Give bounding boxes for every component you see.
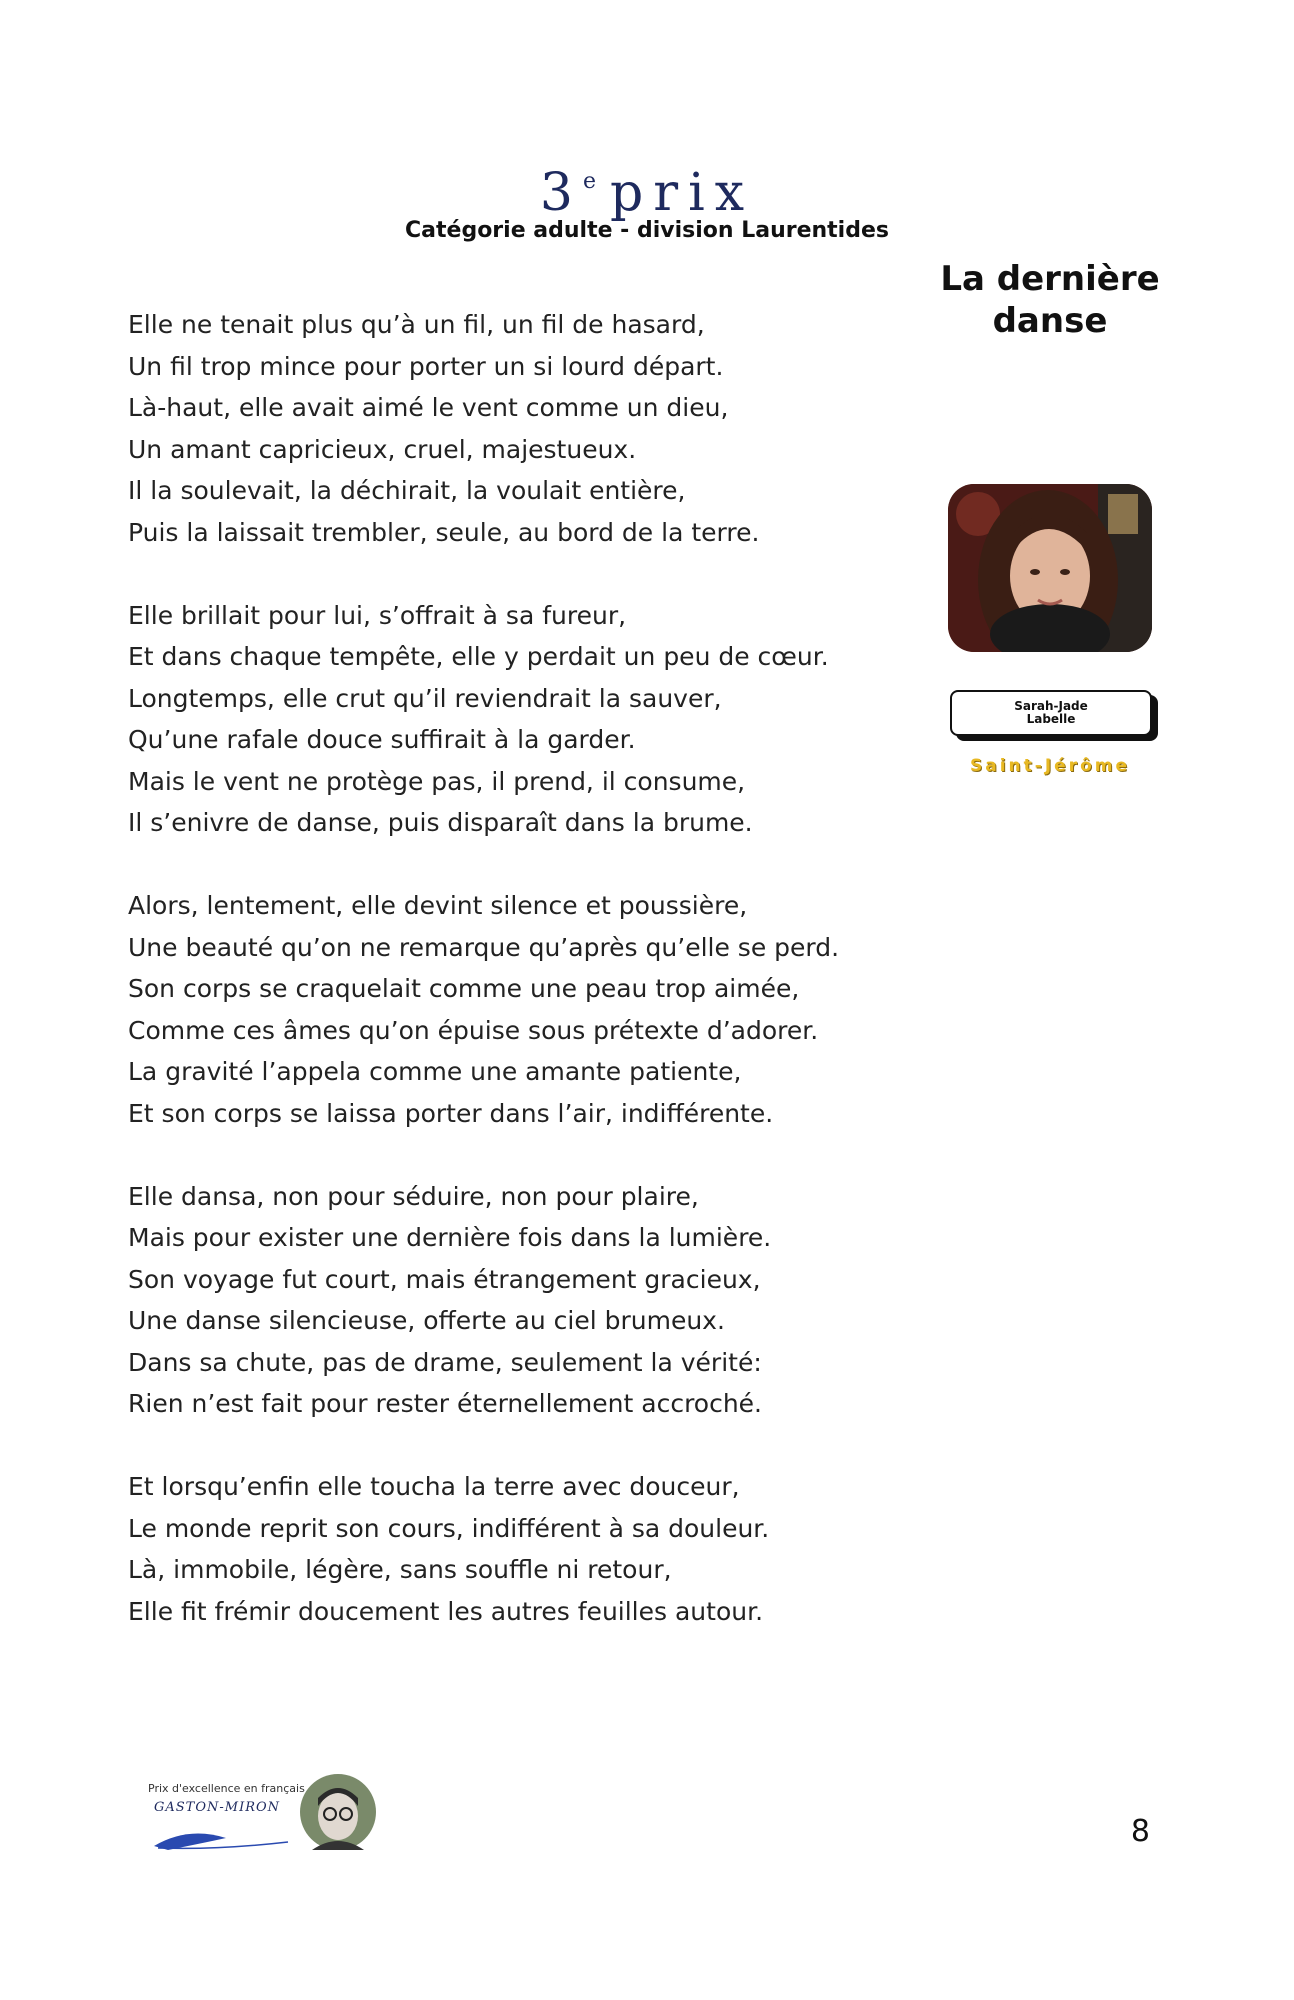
poem-title	[930, 258, 1170, 342]
prize-word: prix	[610, 163, 755, 223]
author-photo	[948, 484, 1152, 652]
poem-line: Une beauté qu’on ne remarque qu’après qu’elle se perd.	[128, 932, 840, 962]
poem-title-line-1: La dernière	[940, 259, 1160, 299]
poem-line: Une danse silencieuse, offerte au ciel brumeux.	[128, 1306, 725, 1335]
poem-line: La gravité l’appela comme une amante patiente,	[128, 1057, 742, 1086]
prize-heading	[0, 152, 1294, 223]
gaston-miron-logo	[148, 1772, 378, 1854]
poem-line: Le monde reprit son cours, indifférent à sa douleur.	[128, 1513, 770, 1543]
poem-line: Son voyage fut court, mais étrangement gracieux,	[128, 1264, 761, 1294]
prize-suffix: e	[582, 169, 596, 194]
poem-stanza	[128, 595, 908, 844]
poem-title-line-2: danse	[992, 301, 1108, 341]
poem-line: Elle fit frémir doucement les autres feuilles autour.	[128, 1596, 764, 1626]
poem-line: Alors, lentement, elle devint silence et poussière,	[128, 891, 748, 920]
poem-line: Rien n’est fait pour rester éternellement accroché.	[128, 1389, 763, 1418]
quill-icon	[148, 1820, 298, 1854]
poem-line: Elle brillait pour lui, s’offrait à sa fureur,	[128, 600, 627, 630]
poem-line: Là, immobile, légère, sans souffle ni retour,	[128, 1555, 672, 1584]
poem-line: Et son corps se laissa porter dans l’air, indifférente.	[128, 1098, 774, 1128]
page-number: 8	[1130, 1814, 1150, 1849]
poem-line: Comme ces âmes qu’on épuise sous prétexte d’adorer.	[128, 1015, 819, 1045]
poem-stanza	[128, 304, 908, 553]
poem-line: Dans sa chute, pas de drame, seulement la vérité:	[128, 1347, 762, 1377]
poem-line: Qu’une rafale douce suffirait à la garder.	[128, 725, 636, 754]
poem-stanza	[128, 885, 908, 1134]
logo-name: GASTON-MIRON	[154, 1800, 281, 1815]
poem-line: Elle dansa, non pour séduire, non pour plaire,	[128, 1181, 699, 1211]
poem-body	[128, 304, 908, 1674]
poem-line: Elle ne tenait plus qu’à un fil, un fil de hasard,	[128, 310, 705, 339]
poem-line: Il s’enivre de danse, puis disparaît dans la brume.	[128, 808, 753, 837]
poem-line: Longtemps, elle crut qu’il reviendrait la sauver,	[128, 683, 722, 713]
poem-line: Mais pour exister une dernière fois dans la lumière.	[128, 1223, 772, 1252]
author-city: Saint-Jérôme	[970, 756, 1130, 776]
poem-line: Un amant capricieux, cruel, majestueux.	[128, 434, 637, 464]
poem-line: Un fil trop mince pour porter un si lourd départ.	[128, 351, 724, 381]
poem-stanza	[128, 1466, 908, 1632]
poem-line: Puis la laissait trembler, seule, au bord de la terre.	[128, 517, 760, 547]
category-label: Catégorie adulte - division Laurentides	[405, 218, 889, 243]
poem-line: Et dans chaque tempête, elle y perdait un peu de cœur.	[128, 642, 829, 671]
poem-line: Son corps se craquelait comme une peau trop aimée,	[128, 974, 800, 1003]
poem-line: Il la soulevait, la déchirait, la voulait entière,	[128, 476, 686, 505]
logo-caption: Prix d'excellence en français	[148, 1782, 305, 1795]
author-last-name: Labelle	[1026, 712, 1076, 726]
poem-line: Là-haut, elle avait aimé le vent comme un dieu,	[128, 393, 729, 422]
prize-number: 3	[539, 163, 583, 223]
poem-line: Et lorsqu’enfin elle toucha la terre avec douceur,	[128, 1472, 740, 1501]
poem-line: Mais le vent ne protège pas, il prend, il consume,	[128, 766, 746, 796]
author-name-tag	[950, 690, 1152, 736]
logo-portrait-icon	[298, 1772, 378, 1852]
author-first-name: Sarah-Jade	[1014, 699, 1088, 713]
poem-stanza	[128, 1176, 908, 1425]
